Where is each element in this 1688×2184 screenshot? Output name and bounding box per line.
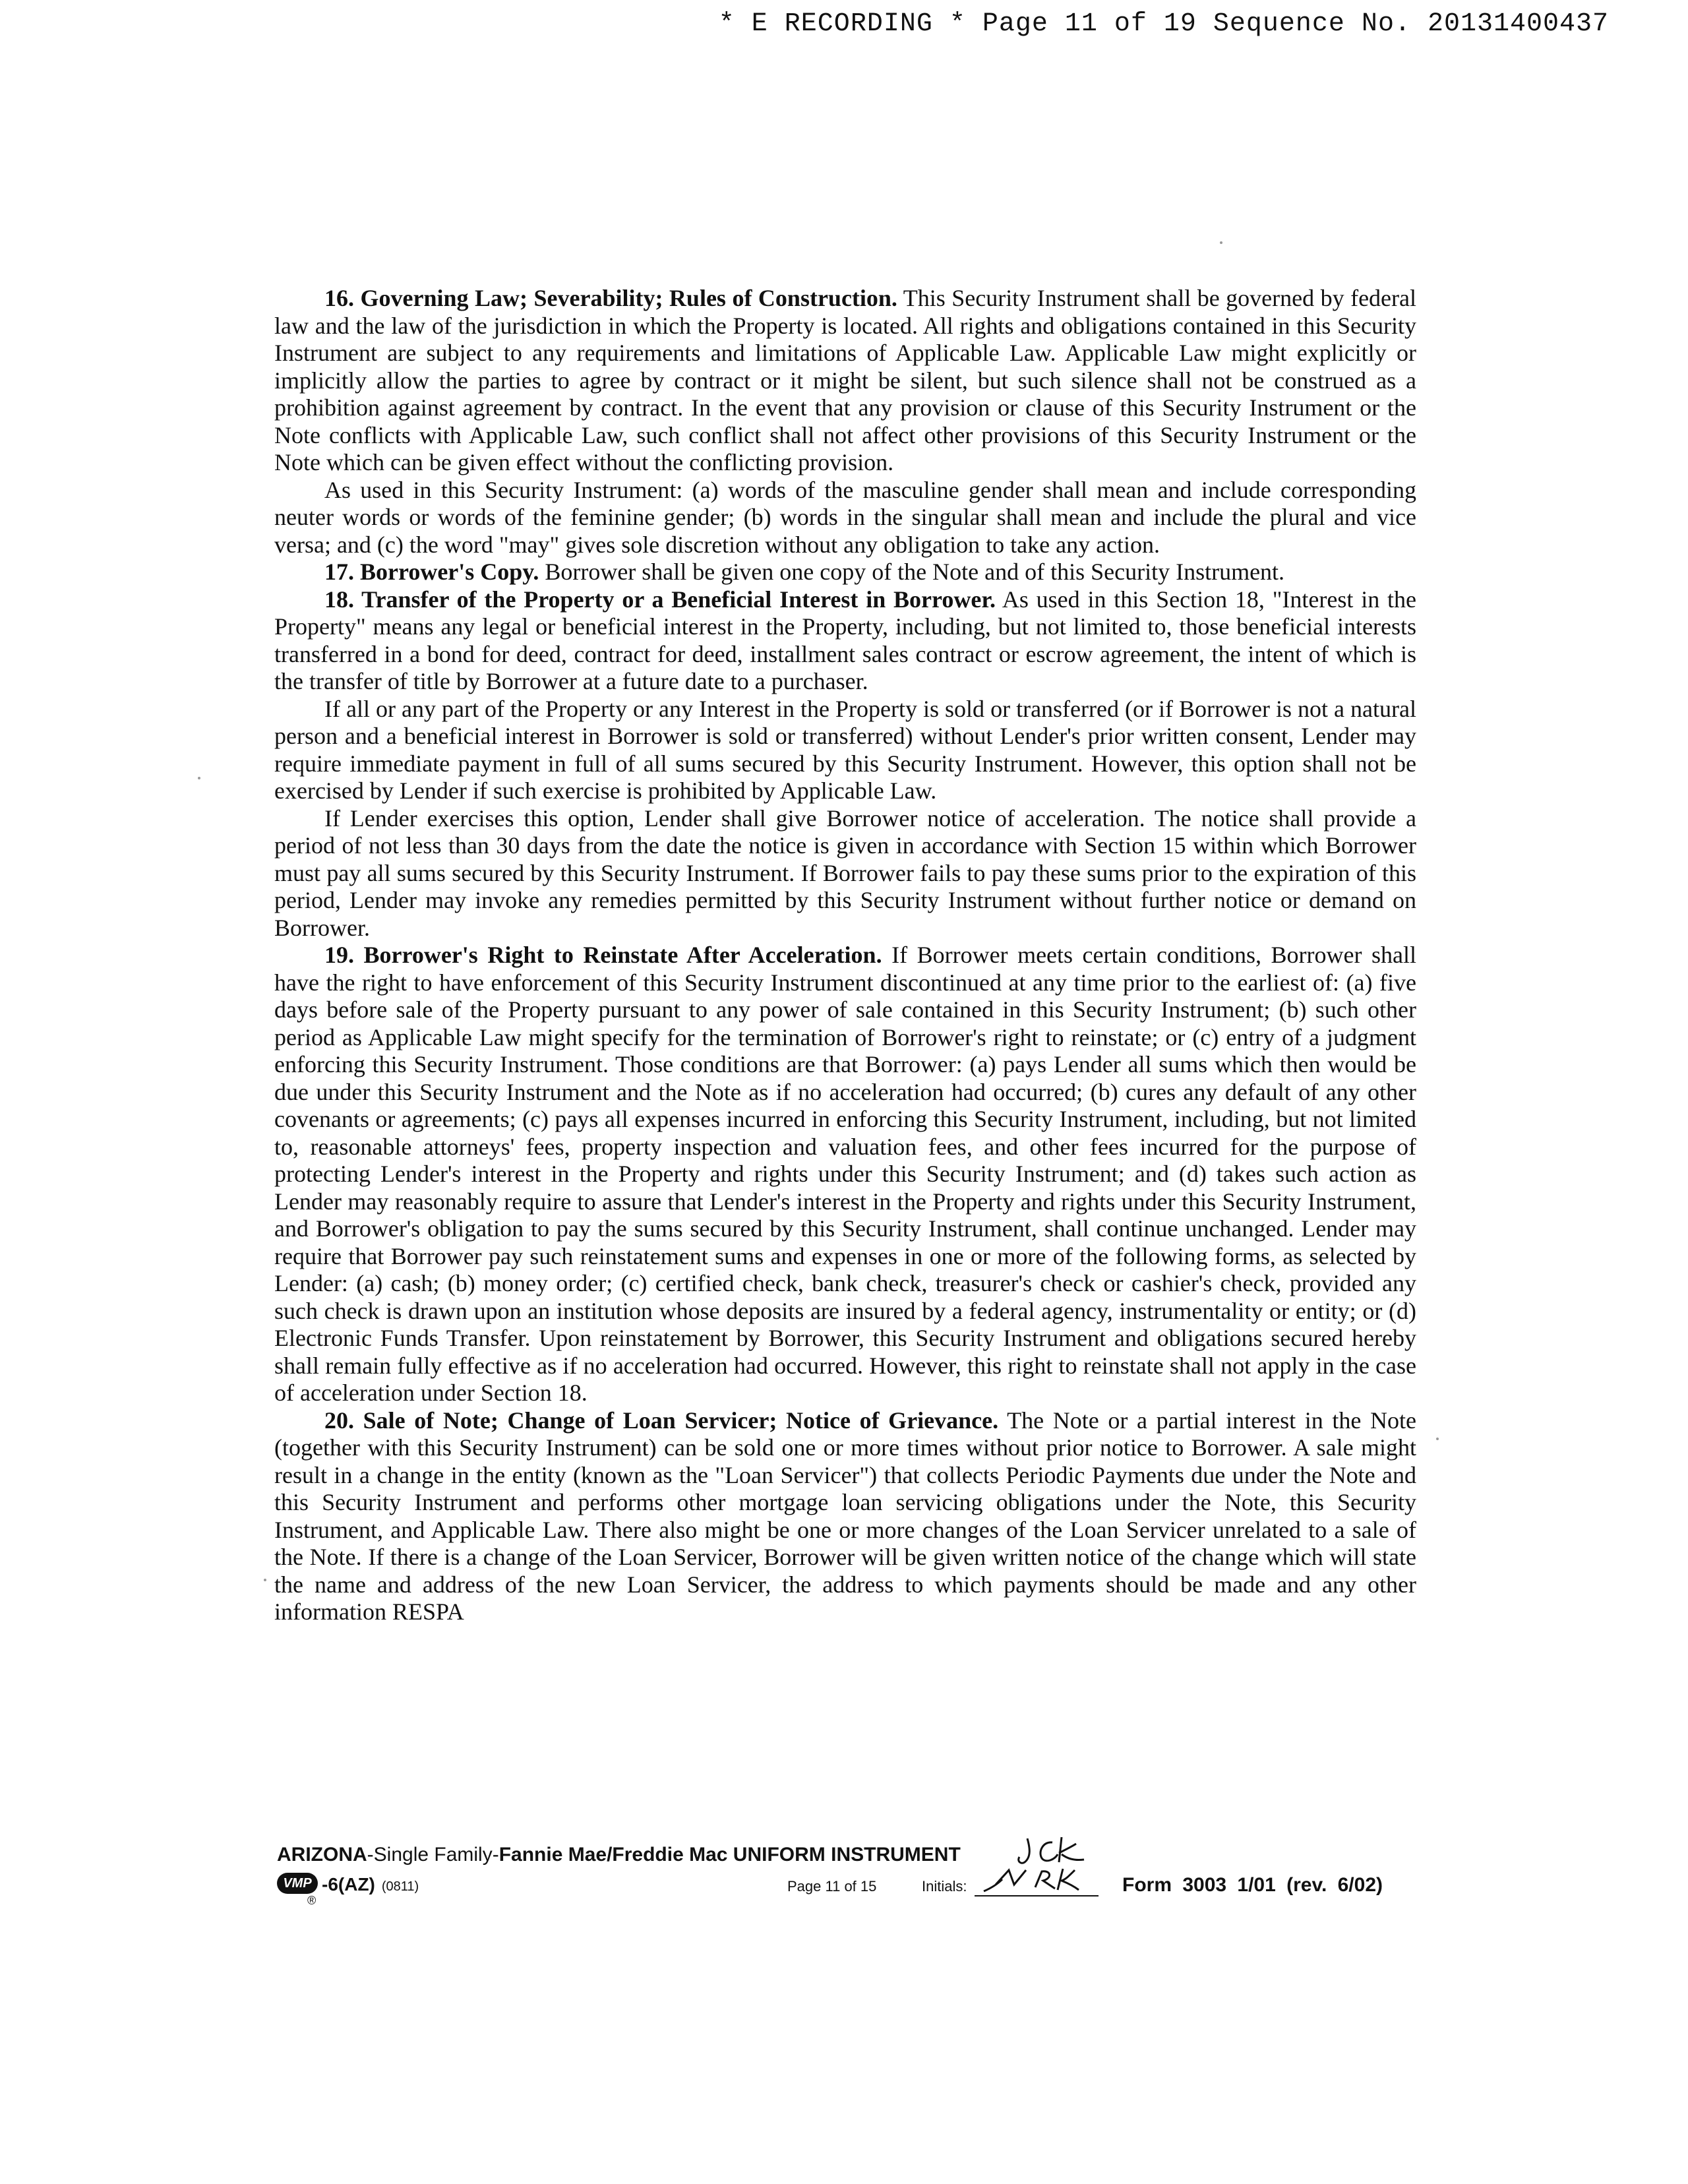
vmp-logo-icon: VMP [277, 1873, 318, 1894]
initials-underline [975, 1895, 1099, 1896]
footer-page-number: Page 11 of 15 [787, 1878, 877, 1895]
section-text: As used in this Section 18, "Interest in the Property" means any legal or beneficial interest in the Property, including, but not limited to, those beneficial interests transferred in a bond for deed, contract for deed, installment sales contract or escrow agreement, the intent of which is the transfer of title by Borrower at a future date to a purchaser. [274, 586, 1416, 694]
footer-family: -Single Family- [367, 1844, 499, 1866]
section-19 [274, 942, 1416, 1407]
section-heading: 19. Borrower's Right to Reinstate After Acceleration. [324, 942, 882, 968]
section-18 [274, 586, 1416, 696]
section-text: Borrower shall be given one copy of the Note and of this Security Instrument. [539, 559, 1285, 585]
form-code-version: (0811) [381, 1879, 419, 1894]
margin-mark [1220, 241, 1222, 244]
footer-form-title [277, 1844, 961, 1866]
initials-signature-bottom [980, 1865, 1099, 1896]
margin-mark [264, 1579, 266, 1581]
footer-form-number: Form 3003 1/01 (rev. 6/02) [1122, 1874, 1383, 1896]
section-text: If Borrower meets certain conditions, Borrower shall have the right to have enforcement of this Security Instrument discontinued at any time prior to the earliest of: (a) five days before sale of the Property pursuant to any power of sale contained in this Security Instrument; (b) such other period as Applicable Law might specify for the termination of Borrower's right to reinstate; or (c) entry of a judgment enforcing this Security Instrument. Those conditions are that Borrower: (a) pays Lender all sums which then would be due under this Security Instrument and the Note as if no acceleration had occurred; (b) cures any default of any other covenants or agreements; (c) pays all expenses incurred in enforcing this Security Instrument, including, but not limited to, reasonable attorneys' fees, property inspection and valuation fees, and other fees incurred for the purpose of protecting Lender's interest in the Property and rights under this Security Instrument; and (d) takes such action as Lender may reasonably require to assure that Lender's interest in the Property and rights under this Security Instrument, and Borrower's obligation to pay the sums secured by this Security Instrument, shall continue unchanged. Lender may require that Borrower pay such reinstatement sums and expenses in one or more of the following forms, as selected by Lender: (a) cash; (b) money order; (c) certified check, bank check, treasurer's check or cashier's check, provided any such check is drawn upon an institution whose deposits are insured by a federal agency, instrumentality or entity; or (d) Electronic Funds Transfer. Upon reinstatement by Borrower, this Security Instrument and obligations secured hereby shall remain fully effective as if no acceleration had occurred. However, this right to reinstate shall not apply in the case of acceleration under Section 18. [274, 942, 1416, 1406]
footer-form-code [322, 1874, 419, 1895]
section-heading: 18. Transfer of the Property or a Beneficial Interest in Borrower. [324, 586, 996, 613]
section-heading: 20. Sale of Note; Change of Loan Servicer; Notice of Grievance. [324, 1407, 999, 1434]
section-text: As used in this Security Instrument: (a) words of the masculine gender shall mean and include corresponding neuter words or words of the feminine gender; (b) words in the singular shall mean and include the plural and vice versa; and (c) the word "may" gives sole discretion without any obligation to take any action. [274, 476, 1416, 558]
section-16-paragraph-2 [274, 477, 1416, 559]
section-text: If all or any part of the Property or any Interest in the Property is sold or transferred (or if Borrower is not a natural person and a beneficial interest in Borrower is sold or transferred) without Lender's prior written consent, Lender may require immediate payment in full of all sums secured by this Security Instrument. However, this option shall not be exercised by Lender if such exercise is prohibited by Applicable Law. [274, 695, 1416, 804]
section-18-paragraph-2 [274, 696, 1416, 805]
margin-mark [198, 777, 200, 779]
section-20 [274, 1407, 1416, 1626]
registered-mark: ® [307, 1894, 316, 1907]
footer-instrument: Fannie Mae/Freddie Mac UNIFORM INSTRUMENT [498, 1844, 961, 1866]
footer-state: ARIZONA [277, 1844, 367, 1866]
section-text: This Security Instrument shall be governed by federal law and the law of the jurisdiction in which the Property is located. All rights and obligations contained in this Security Instrument are subject to any requirements and limitations of Applicable Law. Applicable Law might explicitly or implicitly allow the parties to agree by contract or it might be silent, but such silence shall not be construed as a prohibition against agreement by contract. In the event that any provision or clause of this Security Instrument or the Note conflicts with Applicable Law, such conflict shall not affect other provisions of this Security Instrument or the Note which can be given effect without the conflicting provision. [274, 285, 1417, 475]
section-text: If Lender exercises this option, Lender shall give Borrower notice of acceleration. The notice shall provide a period of not less than 30 days from the date the notice is given in accordance with Section 15 within which Borrower must pay all sums secured by this Security Instrument. If Borrower fails to pay these sums prior to the expiration of this period, Lender may invoke any remedies permitted by this Security Instrument without further notice or demand on Borrower. [274, 804, 1416, 941]
footer-initials-label: Initials: [922, 1878, 967, 1895]
document-body [274, 285, 1416, 1626]
margin-mark [1436, 1438, 1439, 1440]
section-text: The Note or a partial interest in the Note (together with this Security Instrument) can be sold one or more times without prior notice to Borrower. A sale might result in a change in the entity (known as the "Loan Servicer") that collects Periodic Payments due under the Note and this Security Instrument and performs other mortgage loan servicing obligations under the Note, this Security Instrument, and Applicable Law. There also might be one or more changes of the Loan Servicer unrelated to a sale of the Note. If there is a change of the Loan Servicer, Borrower will be given written notice of the change which will state the name and address of the new Loan Servicer, the address to which payments should be made and any other information RESPA [274, 1407, 1417, 1625]
form-footer [274, 1838, 1422, 1907]
initials-signature-top [1015, 1835, 1088, 1869]
section-heading: 17. Borrower's Copy. [324, 559, 539, 585]
form-code-main: -6(AZ) [322, 1874, 375, 1895]
recording-header: * E RECORDING * Page 11 of 19 Sequence No. 20131400437 [718, 9, 1609, 39]
section-17 [274, 559, 1416, 586]
section-heading: 16. Governing Law; Severability; Rules of Construction. [324, 285, 897, 311]
section-16 [274, 285, 1416, 477]
section-18-paragraph-3 [274, 805, 1416, 942]
